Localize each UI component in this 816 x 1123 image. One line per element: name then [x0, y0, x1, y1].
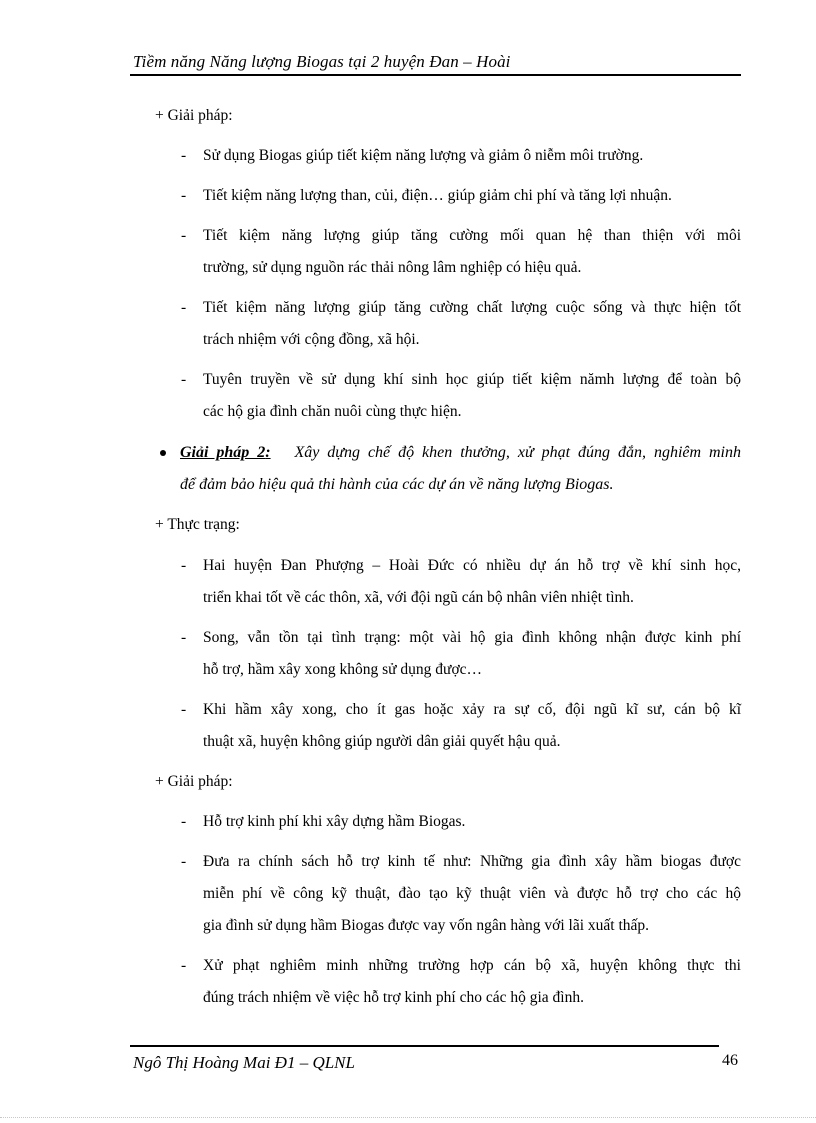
solution2-item-3-line-1: Xử phạt nghiêm minh những trường hợp cán bộ xã, huyện không thực thi	[203, 957, 741, 974]
solution1-item-1-line-1: Sử dụng Biogas giúp tiết kiệm năng lượng và giảm ô niễm môi trường.	[203, 147, 644, 164]
solution2-item-1-line-1: Hỗ trợ kinh phí khi xây dựng hầm Biogas.	[203, 813, 466, 830]
solution1-item-5-line-2: các hộ gia đình chăn nuôi cùng thực hiện.	[203, 403, 462, 420]
giai-phap-heading-2: + Giải pháp:	[155, 773, 233, 790]
dash-marker: -	[181, 371, 187, 388]
status-item-3-line-2: thuật xã, huyện không giúp người dân giải quyết hậu quả.	[203, 733, 561, 750]
page-header-title: Tiềm năng Năng lượng Biogas tại 2 huyện Đan – Hoài	[133, 52, 511, 71]
giai-phap-heading-1: + Giải pháp:	[155, 107, 233, 124]
solution1-item-3-line-2: trường, sử dụng nguồn rác thải nông lâm nghiệp có hiệu quả.	[203, 259, 582, 276]
dash-marker: -	[181, 853, 187, 870]
page-number: 46	[722, 1052, 738, 1069]
solution2-item-2-line-3: gia đình sử dụng hầm Biogas được vay vốn ngân hàng với lãi xuất thấp.	[203, 917, 650, 934]
solution1-item-3-line-1: Tiết kiệm năng lượng giúp tăng cường mối quan hệ than thiện với môi	[203, 227, 741, 244]
dash-marker: -	[181, 187, 187, 204]
solution1-item-4-line-2: trách nhiệm với cộng đồng, xã hội.	[203, 331, 420, 348]
status-item-1-line-2: triển khai tốt về các thôn, xã, với đội ngũ cán bộ nhân viên nhiệt tình.	[203, 589, 634, 606]
solution2-label: Giải pháp 2	[180, 444, 266, 461]
status-item-1-line-1: Hai huyện Đan Phượng – Hoài Đức có nhiều dự án hỗ trợ về khí sinh học,	[203, 557, 741, 574]
solution2-label-colon: :	[265, 444, 271, 461]
solution1-item-5-line-1: Tuyên truyền về sử dụng khí sinh học giúp tiết kiệm nămh lượng để toàn bộ	[203, 371, 741, 388]
solution2-item-2-line-1: Đưa ra chính sách hỗ trợ kinh tế như: Những gia đình xây hầm biogas được	[203, 853, 741, 870]
dash-marker: -	[181, 629, 187, 646]
status-item-3-line-1: Khi hầm xây xong, cho ít gas hoặc xảy ra sự cố, đội ngũ kĩ sư, cán bộ kĩ	[203, 701, 741, 718]
solution1-item-4-line-1: Tiết kiệm năng lượng giúp tăng cường chất lượng cuộc sống và thực hiện tốt	[203, 299, 741, 316]
footer-author: Ngô Thị Hoàng Mai Đ1 – QLNL	[133, 1053, 355, 1072]
bullet-icon	[160, 450, 166, 456]
dash-marker: -	[181, 227, 187, 244]
solution2-heading-line-1	[180, 443, 741, 463]
dash-marker: -	[181, 957, 187, 974]
footer-divider	[130, 1045, 719, 1047]
solution2-item-2-line-2: miễn phí về công kỹ thuật, đào tạo kỹ thuật viên và được hỗ trợ cho các hộ	[203, 885, 741, 902]
page-bottom-border	[0, 1117, 816, 1118]
solution2-item-3-line-2: đúng trách nhiệm về việc hỗ trợ kinh phí cho các hộ gia đình.	[203, 989, 584, 1006]
dash-marker: -	[181, 813, 187, 830]
solution1-item-2-line-1: Tiết kiệm năng lượng than, củi, điện… giúp giảm chi phí và tăng lợi nhuận.	[203, 187, 672, 204]
thuc-trang-heading: + Thực trạng:	[155, 516, 240, 533]
dash-marker: -	[181, 299, 187, 316]
solution2-heading-line-2: để đảm bảo hiệu quả thi hành của các dự án về năng lượng Biogas.	[180, 476, 614, 493]
status-item-2-line-1: Song, vẫn tồn tại tình trạng: một vài hộ gia đình không nhận được kinh phí	[203, 629, 741, 646]
dash-marker: -	[181, 557, 187, 574]
dash-marker: -	[181, 147, 187, 164]
solution2-title-part-1: Xây dựng chế độ khen thưởng, xử phạt đúng đắn, nghiêm minh	[294, 444, 742, 461]
dash-marker: -	[181, 701, 187, 718]
status-item-2-line-2: hỗ trợ, hầm xây xong không sử dụng được…	[203, 661, 483, 678]
header-divider	[130, 74, 741, 76]
